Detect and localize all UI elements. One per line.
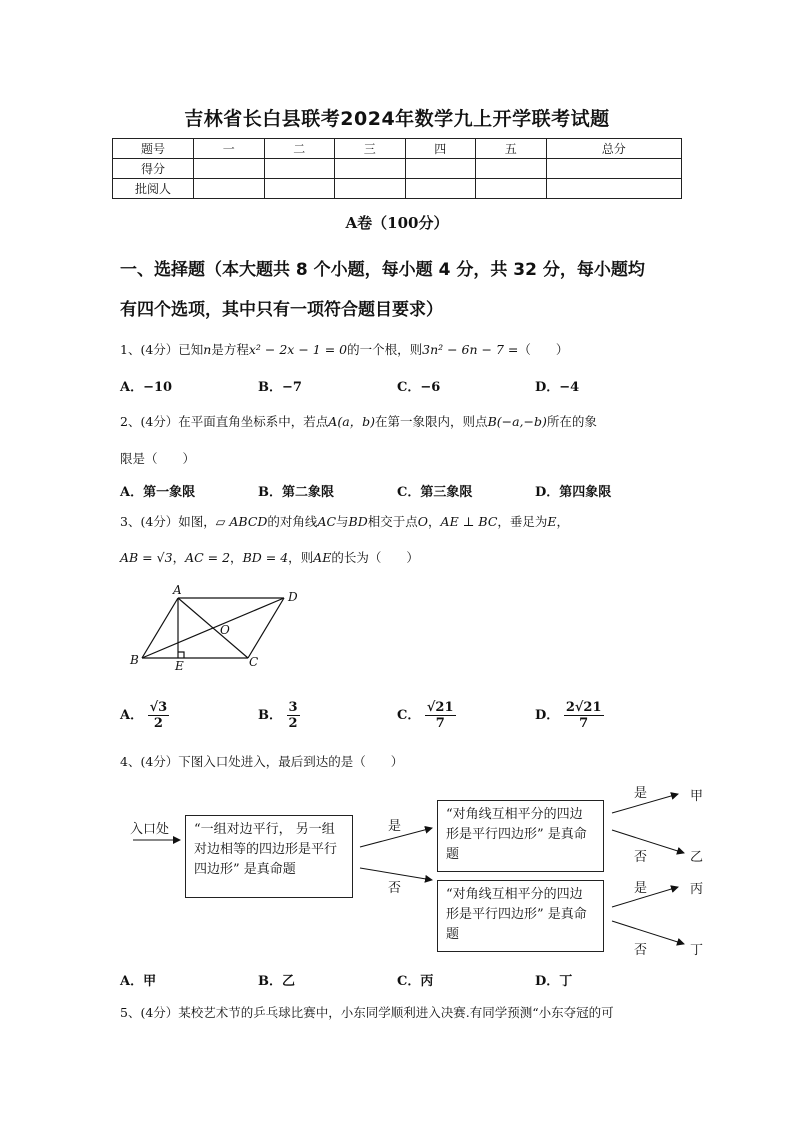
section-a-heading: A卷（100分） bbox=[345, 214, 449, 232]
side-ab bbox=[142, 598, 178, 658]
diagonal-bd bbox=[142, 598, 284, 658]
label-c: C bbox=[249, 655, 259, 669]
label-e: E bbox=[175, 659, 184, 673]
flow-no-label-3: 否 bbox=[634, 943, 648, 958]
flow-yes-label-3: 是 bbox=[634, 881, 648, 896]
flow-box-3: “对角线互相平分的四边形是平行四边形” 是真命题 bbox=[437, 880, 604, 952]
q4-option-d: D．丁 bbox=[535, 974, 573, 989]
question-4: 4、(4分）下图入口处进入，最后到达的是（ ） bbox=[120, 754, 404, 769]
score-cell bbox=[405, 179, 476, 199]
score-table-header-cell: 题号 bbox=[113, 139, 194, 159]
flow-outcome-jia: 甲 bbox=[690, 789, 704, 804]
flow-yes-label-1: 是 bbox=[388, 819, 402, 834]
question-1: 1、(4分）已知n是方程x² − 2x − 1 = 0的一个根，则3n² − 6n − 7 =（ ） bbox=[120, 342, 569, 357]
flow-yes-label-2: 是 bbox=[634, 786, 648, 801]
score-table-header-row bbox=[113, 139, 682, 159]
score-table-header-cell: 五 bbox=[476, 139, 547, 159]
q1-option-d: D．−4 bbox=[535, 380, 580, 395]
flow-box-1: “一组对边平行， 另一组对边相等的四边形是平行四边形” 是真命题 bbox=[185, 815, 353, 898]
question-2: 2、(4分）在平面直角坐标系中，若点A(a，b)在第一象限内，则点B(−a,−b)所在的象 bbox=[120, 414, 597, 429]
q3-option-c: C． $\frac{√21}{7}$ bbox=[397, 700, 454, 731]
score-cell bbox=[405, 159, 476, 179]
score-cell bbox=[546, 159, 682, 179]
score-cell bbox=[476, 179, 547, 199]
q3-option-a: A． $\frac{√3}{2}$ bbox=[120, 700, 168, 731]
q2-option-d: D．第四象限 bbox=[535, 485, 612, 500]
arrow-box2-no bbox=[612, 830, 684, 853]
score-cell bbox=[476, 159, 547, 179]
label-a: A bbox=[173, 583, 182, 597]
arrow-box3-no bbox=[612, 921, 684, 944]
question-3: 3、(4分）如图，▱ ABCD的对角线AC与BD相交于点O，AE ⊥ BC，垂足为E， bbox=[120, 514, 570, 529]
score-cell bbox=[264, 159, 335, 179]
label-o: O bbox=[220, 623, 230, 637]
score-cell bbox=[335, 179, 406, 199]
score-cell bbox=[264, 179, 335, 199]
expression: 3n² − 6n − 7 = bbox=[422, 342, 519, 357]
score-table bbox=[112, 138, 682, 199]
score-table-header-cell: 总分 bbox=[546, 139, 682, 159]
q4-option-a: A．甲 bbox=[120, 974, 157, 989]
side-dc bbox=[248, 598, 284, 658]
score-row-label: 得分 bbox=[113, 159, 194, 179]
q2-option-c: C．第三象限 bbox=[397, 485, 473, 500]
question-2-line2: 限是（ ） bbox=[120, 451, 196, 466]
section1-heading-line1: 一、选择题（本大题共 8 个小题，每小题 4 分，共 32 分，每小题均 bbox=[120, 260, 645, 280]
flow-box-2: “对角线互相平分的四边形是平行四边形” 是真命题 bbox=[437, 800, 604, 872]
q3-option-d: D． $\frac{2√21}{7}$ bbox=[535, 700, 602, 731]
equation: x² − 2x − 1 = 0 bbox=[248, 342, 348, 357]
flow-outcome-ding: 丁 bbox=[690, 943, 704, 958]
score-table-header-cell: 四 bbox=[405, 139, 476, 159]
flow-outcome-yi: 乙 bbox=[690, 850, 704, 865]
score-table-header-cell: 二 bbox=[264, 139, 335, 159]
question-5: 5、(4分）某校艺术节的乒乓球比赛中，小东同学顺利进入决赛.有同学预测“小东夺冠的可 bbox=[120, 1005, 614, 1020]
right-angle-mark bbox=[178, 652, 184, 658]
q2-option-b: B．第二象限 bbox=[258, 485, 334, 500]
q3-option-b: B． $\frac{3}{2}$ bbox=[258, 700, 298, 731]
score-table-header-cell: 一 bbox=[194, 139, 265, 159]
score-table-row bbox=[113, 179, 682, 199]
score-cell bbox=[335, 159, 406, 179]
q1-option-b: B．−7 bbox=[258, 380, 302, 395]
q1-option-c: C．−6 bbox=[397, 380, 441, 395]
score-cell bbox=[194, 179, 265, 199]
flow-no-label-1: 否 bbox=[388, 881, 402, 896]
label-b: B bbox=[130, 653, 139, 667]
flow-no-label-2: 否 bbox=[634, 850, 648, 865]
score-table-row bbox=[113, 159, 682, 179]
score-cell bbox=[546, 179, 682, 199]
q1-option-a: A．−10 bbox=[120, 380, 173, 395]
flow-entry-label: 入口处 bbox=[130, 822, 170, 837]
page-title: 吉林省长白县联考2024年数学九上开学联考试题 bbox=[184, 108, 610, 130]
section1-heading-line2: 有四个选项，其中只有一项符合题目要求） bbox=[120, 300, 443, 320]
diagonal-ac bbox=[178, 598, 248, 658]
score-cell bbox=[194, 159, 265, 179]
q4-option-b: B．乙 bbox=[258, 974, 295, 989]
q2-option-a: A．第一象限 bbox=[120, 485, 196, 500]
score-row-label: 批阅人 bbox=[113, 179, 194, 199]
flow-outcome-bing: 丙 bbox=[690, 882, 704, 897]
score-table-header-cell: 三 bbox=[335, 139, 406, 159]
label-d: D bbox=[288, 590, 298, 604]
q4-option-c: C．丙 bbox=[397, 974, 434, 989]
question-3-line2: AB = √3，AC = 2，BD = 4，则AE的长为（ ） bbox=[120, 550, 419, 565]
